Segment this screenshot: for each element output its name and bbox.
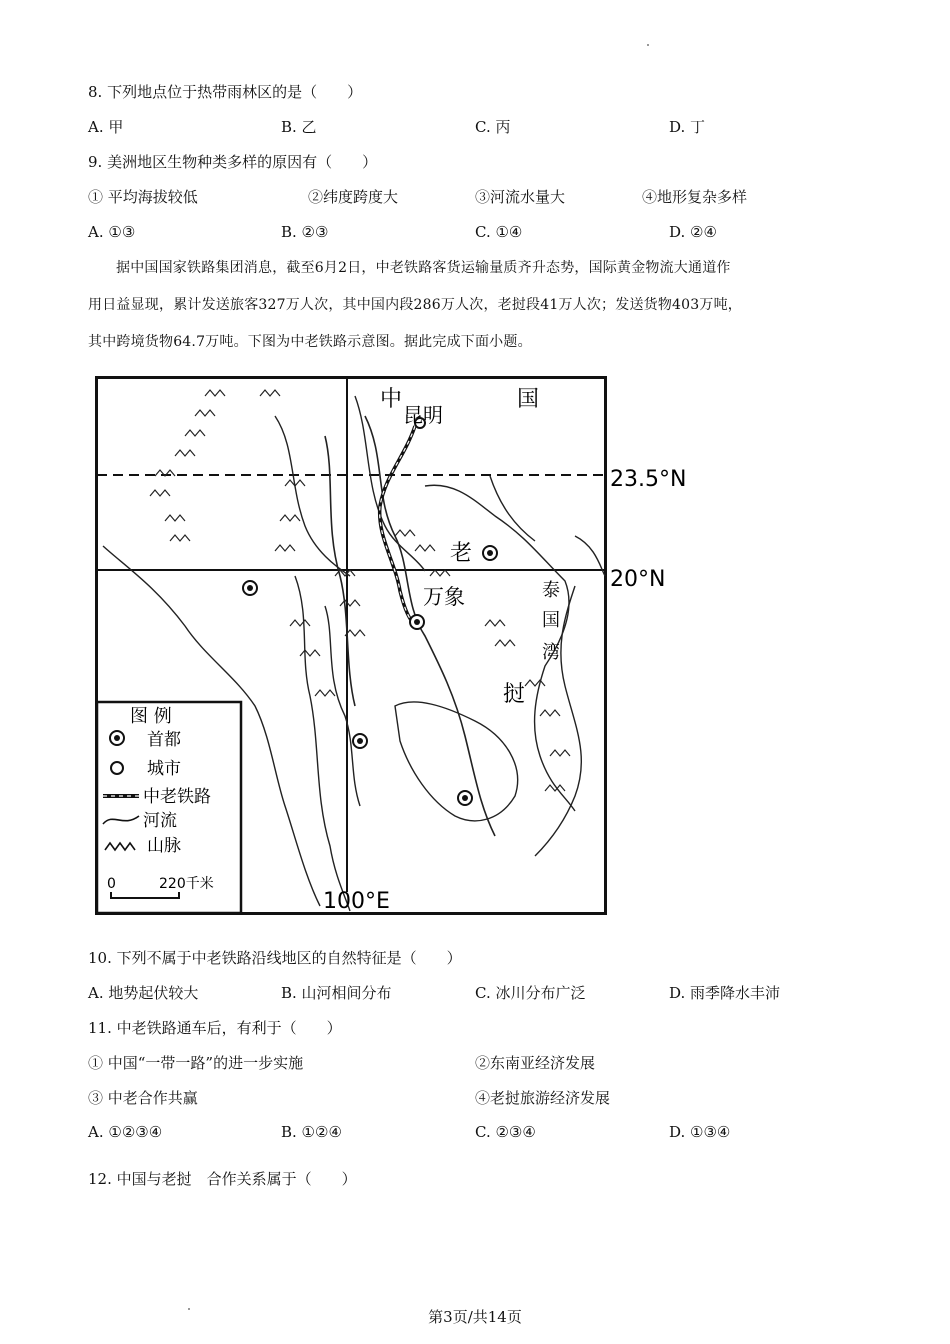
label-lat-20: 20°N: [610, 567, 666, 592]
capital-marker-laos-north: [483, 546, 497, 560]
legend-scale-zero: 0: [107, 876, 116, 892]
legend-capital-icon: [110, 731, 124, 745]
q8-option-c: C. 丙: [475, 118, 511, 136]
passage-line-3: 其中跨境货物64.7万吨。下图为中老铁路示意图。据此完成下面小题。: [88, 334, 532, 350]
label-wan: 湾: [542, 642, 560, 663]
q9-option-b: B. ②③: [281, 223, 329, 241]
question-12-stem: 12. 中国与老挝 合作关系属于（ ）: [88, 1170, 357, 1188]
legend-scale-value: 220千米: [159, 876, 214, 892]
question-10-stem: 10. 下列不属于中老铁路沿线地区的自然特征是（ ）: [88, 949, 462, 967]
passage-line-2: 用日益显现，累计发送旅客327万人次，其中国内段286万人次，老挝段41万人次；发送货物403万吨，: [88, 297, 742, 313]
q8-option-a: A. 甲: [88, 118, 124, 136]
q10-option-d: D. 雨季降水丰沛: [669, 984, 781, 1002]
passage-line-1: 据中国国家铁路集团消息，截至6月2日，中老铁路客货运输量质齐升态势，国际黄金物流大通道作: [116, 260, 731, 276]
legend-mountain: 山脉: [147, 836, 181, 856]
legend-city-icon: [111, 762, 123, 774]
q9-item-2: ②纬度跨度大: [308, 188, 399, 206]
capital-marker-myanmar: [243, 581, 257, 595]
label-tai: 泰: [542, 580, 560, 601]
q11-option-b: B. ①②④: [281, 1123, 342, 1141]
label-lon-100: 100°E: [323, 889, 390, 914]
question-9-stem: 9. 美洲地区生物种类多样的原因有（ ）: [88, 153, 378, 171]
q10-option-b: B. 山河相间分布: [281, 984, 392, 1002]
legend-city: 城市: [147, 759, 181, 779]
label-wanxiang: 万象: [423, 585, 465, 609]
q11-item-4: ④老挝旅游经济发展: [475, 1089, 611, 1107]
q11-option-c: C. ②③④: [475, 1123, 536, 1141]
scan-dot: [647, 44, 649, 46]
q11-item-2: ②东南亚经济发展: [475, 1054, 596, 1072]
q8-option-d: D. 丁: [669, 118, 706, 136]
q10-option-a: A. 地势起伏较大: [88, 984, 199, 1002]
q9-option-a: A. ①③: [88, 223, 136, 241]
map-legend: [97, 702, 241, 913]
legend-river: 河流: [143, 811, 177, 831]
china-laos-railway-map: [95, 376, 695, 921]
q9-item-4: ④地形复杂多样: [642, 188, 748, 206]
capital-marker-cambodia: [458, 791, 472, 805]
q11-item-1: ① 中国“一带一路”的进一步实施: [88, 1054, 304, 1072]
q11-option-a: A. ①②③④: [88, 1123, 163, 1141]
q9-option-c: C. ①④: [475, 223, 523, 241]
vientiane-capital-marker: [410, 615, 424, 629]
q8-option-b: B. 乙: [281, 118, 317, 136]
legend-capital: 首都: [147, 730, 181, 750]
question-11-stem: 11. 中老铁路通车后，有利于（ ）: [88, 1019, 342, 1037]
scan-dot: [188, 1308, 190, 1310]
page-footer: 第3页/共14页: [428, 1308, 522, 1326]
label-lao: 老: [450, 541, 473, 566]
question-8-stem: 8. 下列地点位于热带雨林区的是（ ）: [88, 83, 363, 101]
label-guo: 国: [517, 387, 540, 412]
legend-railway: 中老铁路: [143, 787, 211, 807]
label-guo2: 国: [542, 610, 560, 631]
q9-item-1: ① 平均海拔较低: [88, 188, 198, 206]
q10-option-c: C. 冰川分布广泛: [475, 984, 586, 1002]
label-wo: 挝: [503, 682, 526, 707]
label-lat-23-5: 23.5°N: [610, 467, 687, 492]
q9-option-d: D. ②④: [669, 223, 717, 241]
q9-item-3: ③河流水量大: [475, 188, 566, 206]
label-zhong: 中: [380, 387, 403, 412]
capital-marker-south: [353, 734, 367, 748]
q11-option-d: D. ①③④: [669, 1123, 731, 1141]
label-kunming: 昆明: [403, 403, 443, 427]
q11-item-3: ③ 中老合作共赢: [88, 1089, 198, 1107]
legend-title: 图 例: [130, 706, 172, 727]
